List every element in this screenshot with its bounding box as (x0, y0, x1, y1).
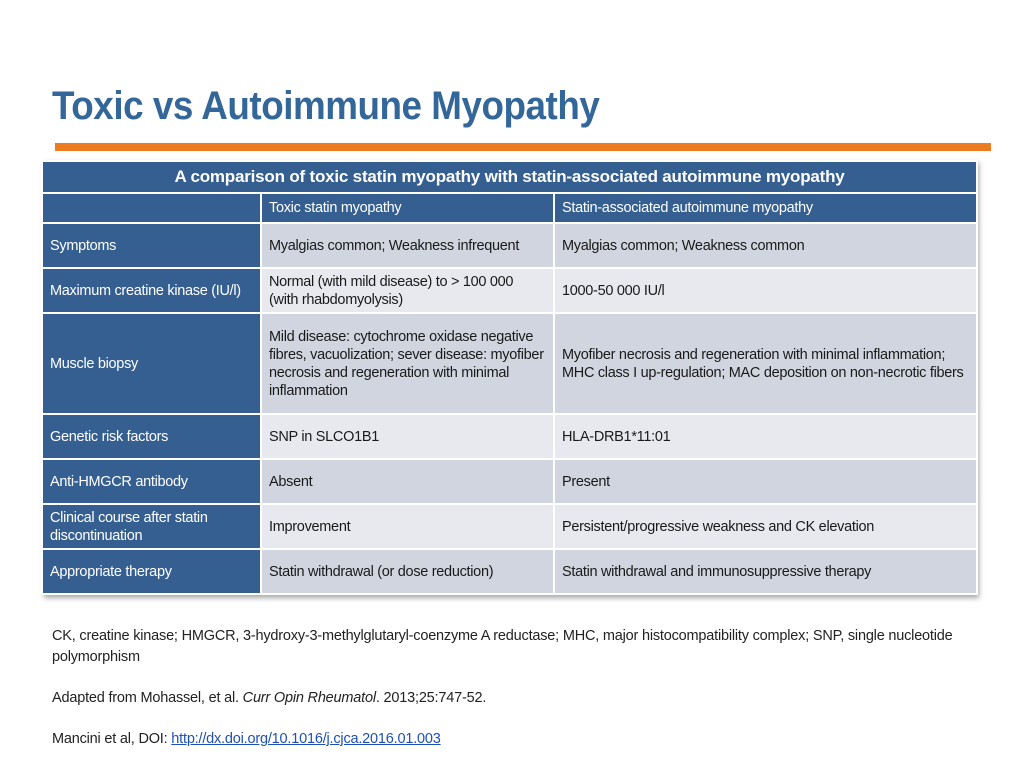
slide-title: Toxic vs Autoimmune Myopathy (52, 84, 600, 128)
column-header-row (42, 193, 977, 223)
autoimmune-cell: Statin withdrawal and immunosuppressive therapy (554, 549, 977, 594)
row-label: Clinical course after statin discontinuation (42, 504, 261, 549)
toxic-cell: Improvement (261, 504, 554, 549)
autoimmune-cell: Present (554, 459, 977, 504)
table-row (42, 504, 977, 549)
row-label: Genetic risk factors (42, 414, 261, 459)
autoimmune-cell: 1000-50 000 IU/l (554, 268, 977, 313)
comparison-table-container (41, 160, 976, 595)
comparison-table (41, 160, 978, 595)
abbreviations-footnote: CK, creatine kinase; HMGCR, 3-hydroxy-3-methylglutaryl-coenzyme A reductase; MHC, major histocompatibility complex; SNP, single nucleotide polymorphism (52, 628, 953, 665)
table-row (42, 414, 977, 459)
source-prefix: Mancini et al, DOI: (52, 731, 172, 747)
autoimmune-cell: HLA-DRB1*11:01 (554, 414, 977, 459)
source-citation (52, 729, 992, 750)
doi-link[interactable]: http://dx.doi.org/10.1016/j.cjca.2016.01.003 (171, 731, 441, 747)
column-header-autoimmune: Statin-associated autoimmune myopathy (554, 193, 977, 223)
column-header-blank (42, 193, 261, 223)
autoimmune-cell: Myofiber necrosis and regeneration with minimal inflammation; MHC class I up-regulation; MAC deposition on non-necrotic fibers (554, 313, 977, 414)
toxic-cell: Absent (261, 459, 554, 504)
toxic-cell: Myalgias common; Weakness infrequent (261, 223, 554, 268)
toxic-cell: Normal (with mild disease) to > 100 000 (with rhabdomyolysis) (261, 268, 554, 313)
autoimmune-cell: Myalgias common; Weakness common (554, 223, 977, 268)
table-caption: A comparison of toxic statin myopathy with statin-associated autoimmune myopathy (42, 161, 977, 193)
row-label: Appropriate therapy (42, 549, 261, 594)
table-row (42, 549, 977, 594)
table-row (42, 459, 977, 504)
adapted-journal: Curr Opin Rheumatol (242, 690, 376, 706)
toxic-cell: SNP in SLCO1B1 (261, 414, 554, 459)
title-underline-rule (55, 143, 991, 151)
row-label: Anti-HMGCR antibody (42, 459, 261, 504)
adapted-prefix: Adapted from Mohassel, et al. (52, 690, 243, 706)
row-label: Muscle biopsy (42, 313, 261, 414)
table-row (42, 268, 977, 313)
table-row (42, 313, 977, 414)
table-row (42, 223, 977, 268)
row-label: Maximum creatine kinase (IU/l) (42, 268, 261, 313)
adapted-from-citation (52, 688, 992, 709)
row-label: Symptoms (42, 223, 261, 268)
toxic-cell: Mild disease: cytochrome oxidase negative fibres, vacuolization; sever disease: myofiber necrosis and regeneration with minimal inflammation (261, 313, 554, 414)
adapted-suffix: . 2013;25:747-52. (375, 690, 487, 706)
toxic-cell: Statin withdrawal (or dose reduction) (261, 549, 554, 594)
autoimmune-cell: Persistent/progressive weakness and CK elevation (554, 504, 977, 549)
column-header-toxic: Toxic statin myopathy (261, 193, 554, 223)
